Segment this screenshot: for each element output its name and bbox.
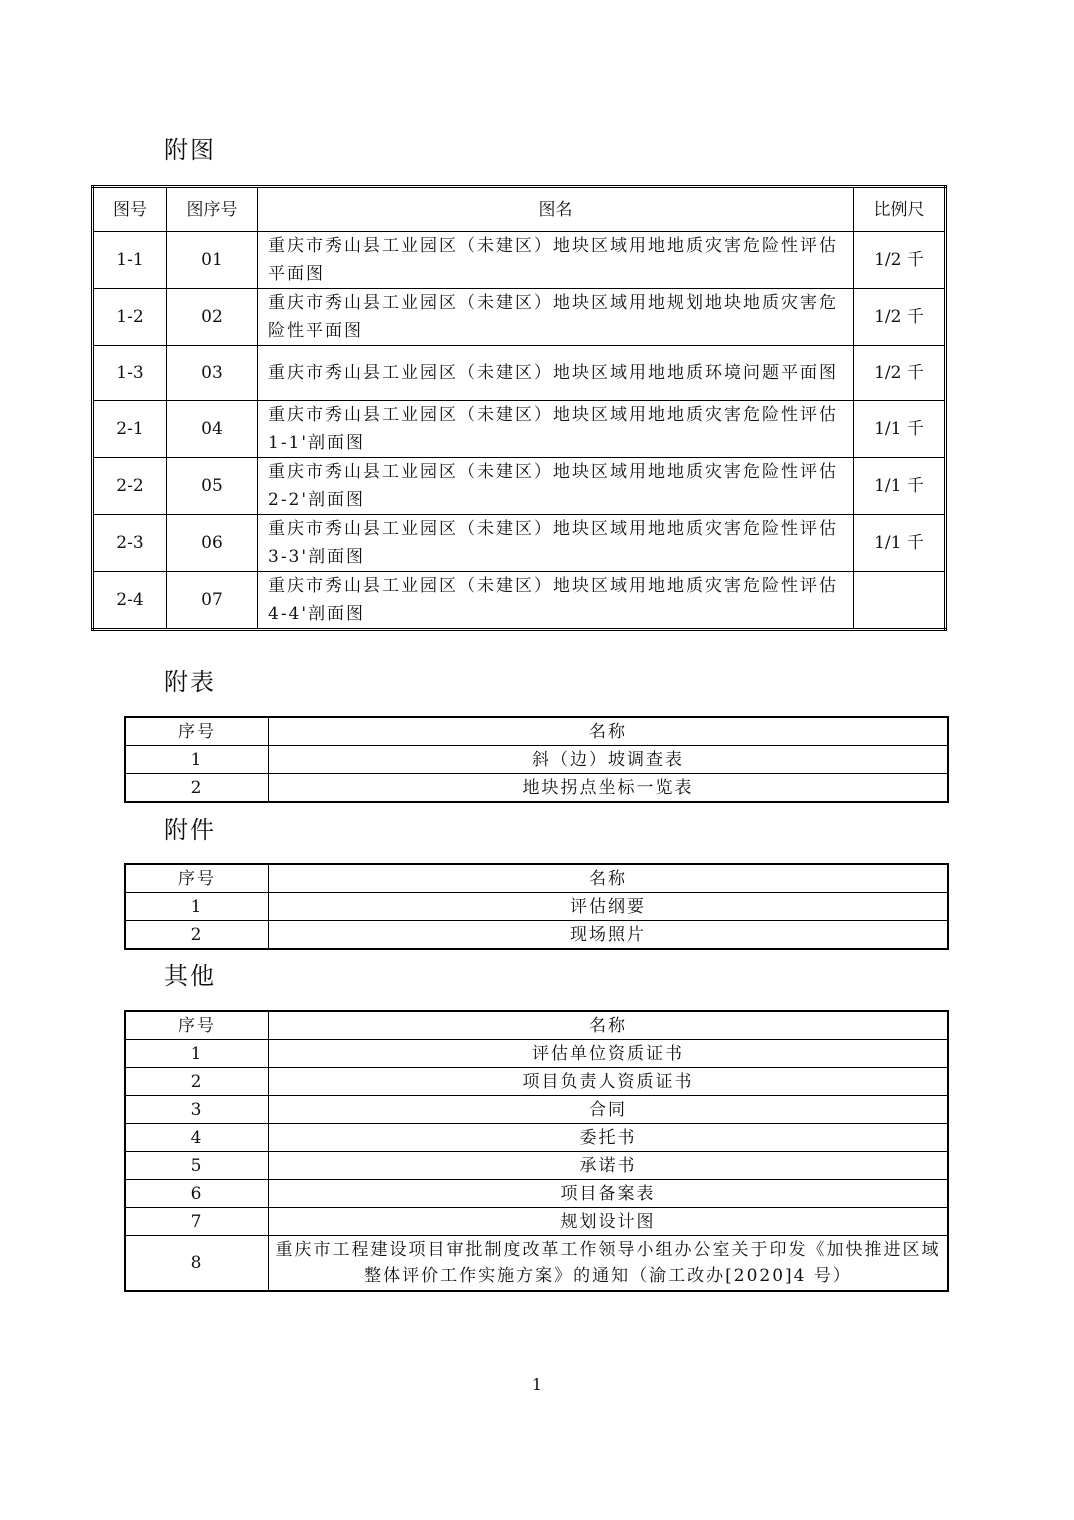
others-table — [124, 1010, 949, 1292]
row-no: 5 — [125, 1152, 269, 1180]
figure-no: 2-3 — [93, 515, 167, 572]
figure-name: 重庆市秀山县工业园区（未建区）地块区域用地地质灾害危险性评估平面图 — [258, 232, 854, 289]
table-row — [125, 1040, 948, 1068]
row-name: 承诺书 — [269, 1152, 949, 1180]
row-name: 项目负责人资质证书 — [269, 1068, 949, 1096]
table-row — [125, 921, 948, 950]
figure-name: 重庆市秀山县工业园区（未建区）地块区域用地地质灾害危险性评估2-2'剖面图 — [258, 458, 854, 515]
row-name: 重庆市工程建设项目审批制度改革工作领导小组办公室关于印发《加快推进区域整体评价工作实施方案》的通知（渝工改办[2020]4 号） — [269, 1236, 949, 1292]
figure-no: 1-1 — [93, 232, 167, 289]
figure-scale: 1/2 千 — [854, 232, 946, 289]
table-row — [93, 515, 946, 572]
page-number: 1 — [531, 1375, 543, 1394]
tables-heading: 附表 — [164, 668, 216, 696]
row-name: 规划设计图 — [269, 1208, 949, 1236]
row-name: 委托书 — [269, 1124, 949, 1152]
table-row — [125, 1068, 948, 1096]
row-name: 地块拐点坐标一览表 — [269, 774, 949, 803]
attachments-table — [124, 863, 949, 950]
row-no: 2 — [125, 774, 269, 803]
figure-seq: 07 — [167, 572, 258, 630]
row-no: 2 — [125, 921, 269, 950]
col-header-no: 序号 — [125, 1011, 269, 1040]
figure-seq: 05 — [167, 458, 258, 515]
table-row — [125, 1236, 948, 1292]
figure-scale: 1/1 千 — [854, 401, 946, 458]
figure-scale — [854, 572, 946, 630]
table-row — [93, 232, 946, 289]
row-no: 3 — [125, 1096, 269, 1124]
col-header-name: 名称 — [269, 864, 949, 893]
figure-name: 重庆市秀山县工业园区（未建区）地块区域用地规划地块地质灾害危险性平面图 — [258, 289, 854, 346]
figure-no: 2-1 — [93, 401, 167, 458]
table-row — [93, 458, 946, 515]
table-row — [125, 1152, 948, 1180]
figure-seq: 01 — [167, 232, 258, 289]
table-row — [125, 1208, 948, 1236]
table-row — [93, 289, 946, 346]
table-row — [93, 401, 946, 458]
row-no: 1 — [125, 746, 269, 774]
table-row — [125, 893, 948, 921]
figure-no: 2-4 — [93, 572, 167, 630]
row-no: 1 — [125, 1040, 269, 1068]
row-no: 4 — [125, 1124, 269, 1152]
figure-name: 重庆市秀山县工业园区（未建区）地块区域用地地质灾害危险性评估1-1'剖面图 — [258, 401, 854, 458]
figure-scale: 1/2 千 — [854, 289, 946, 346]
others-heading: 其他 — [164, 962, 216, 990]
figure-seq: 06 — [167, 515, 258, 572]
row-name: 合同 — [269, 1096, 949, 1124]
row-name: 现场照片 — [269, 921, 949, 950]
col-header-figure-name: 图名 — [258, 187, 854, 232]
figure-seq: 04 — [167, 401, 258, 458]
figure-seq: 02 — [167, 289, 258, 346]
figures-table — [91, 185, 947, 631]
figure-no: 2-2 — [93, 458, 167, 515]
table-row — [93, 572, 946, 630]
figure-scale: 1/2 千 — [854, 346, 946, 401]
figures-heading: 附图 — [164, 136, 216, 164]
row-no: 1 — [125, 893, 269, 921]
figure-seq: 03 — [167, 346, 258, 401]
figure-no: 1-2 — [93, 289, 167, 346]
col-header-no: 序号 — [125, 717, 269, 746]
col-header-figure-seq: 图序号 — [167, 187, 258, 232]
figure-name: 重庆市秀山县工业园区（未建区）地块区域用地地质环境问题平面图 — [258, 346, 854, 401]
table-header-row — [125, 717, 948, 746]
table-header-row — [125, 864, 948, 893]
col-header-figure-no: 图号 — [93, 187, 167, 232]
appendix-tables-table — [124, 716, 949, 803]
row-no: 7 — [125, 1208, 269, 1236]
table-row — [125, 774, 948, 803]
table-header-row — [125, 1011, 948, 1040]
table-row — [125, 1124, 948, 1152]
figure-scale: 1/1 千 — [854, 458, 946, 515]
table-header-row — [93, 187, 946, 232]
table-row — [125, 1096, 948, 1124]
attachments-heading: 附件 — [164, 816, 216, 844]
row-name: 项目备案表 — [269, 1180, 949, 1208]
table-row — [125, 746, 948, 774]
row-no: 8 — [125, 1236, 269, 1292]
col-header-name: 名称 — [269, 1011, 949, 1040]
row-no: 2 — [125, 1068, 269, 1096]
figure-name: 重庆市秀山县工业园区（未建区）地块区域用地地质灾害危险性评估4-4'剖面图 — [258, 572, 854, 630]
row-name: 评估纲要 — [269, 893, 949, 921]
col-header-no: 序号 — [125, 864, 269, 893]
figure-name: 重庆市秀山县工业园区（未建区）地块区域用地地质灾害危险性评估3-3'剖面图 — [258, 515, 854, 572]
col-header-scale: 比例尺 — [854, 187, 946, 232]
figure-scale: 1/1 千 — [854, 515, 946, 572]
table-row — [125, 1180, 948, 1208]
col-header-name: 名称 — [269, 717, 949, 746]
row-name: 斜（边）坡调查表 — [269, 746, 949, 774]
table-row — [93, 346, 946, 401]
row-no: 6 — [125, 1180, 269, 1208]
figure-no: 1-3 — [93, 346, 167, 401]
row-name: 评估单位资质证书 — [269, 1040, 949, 1068]
